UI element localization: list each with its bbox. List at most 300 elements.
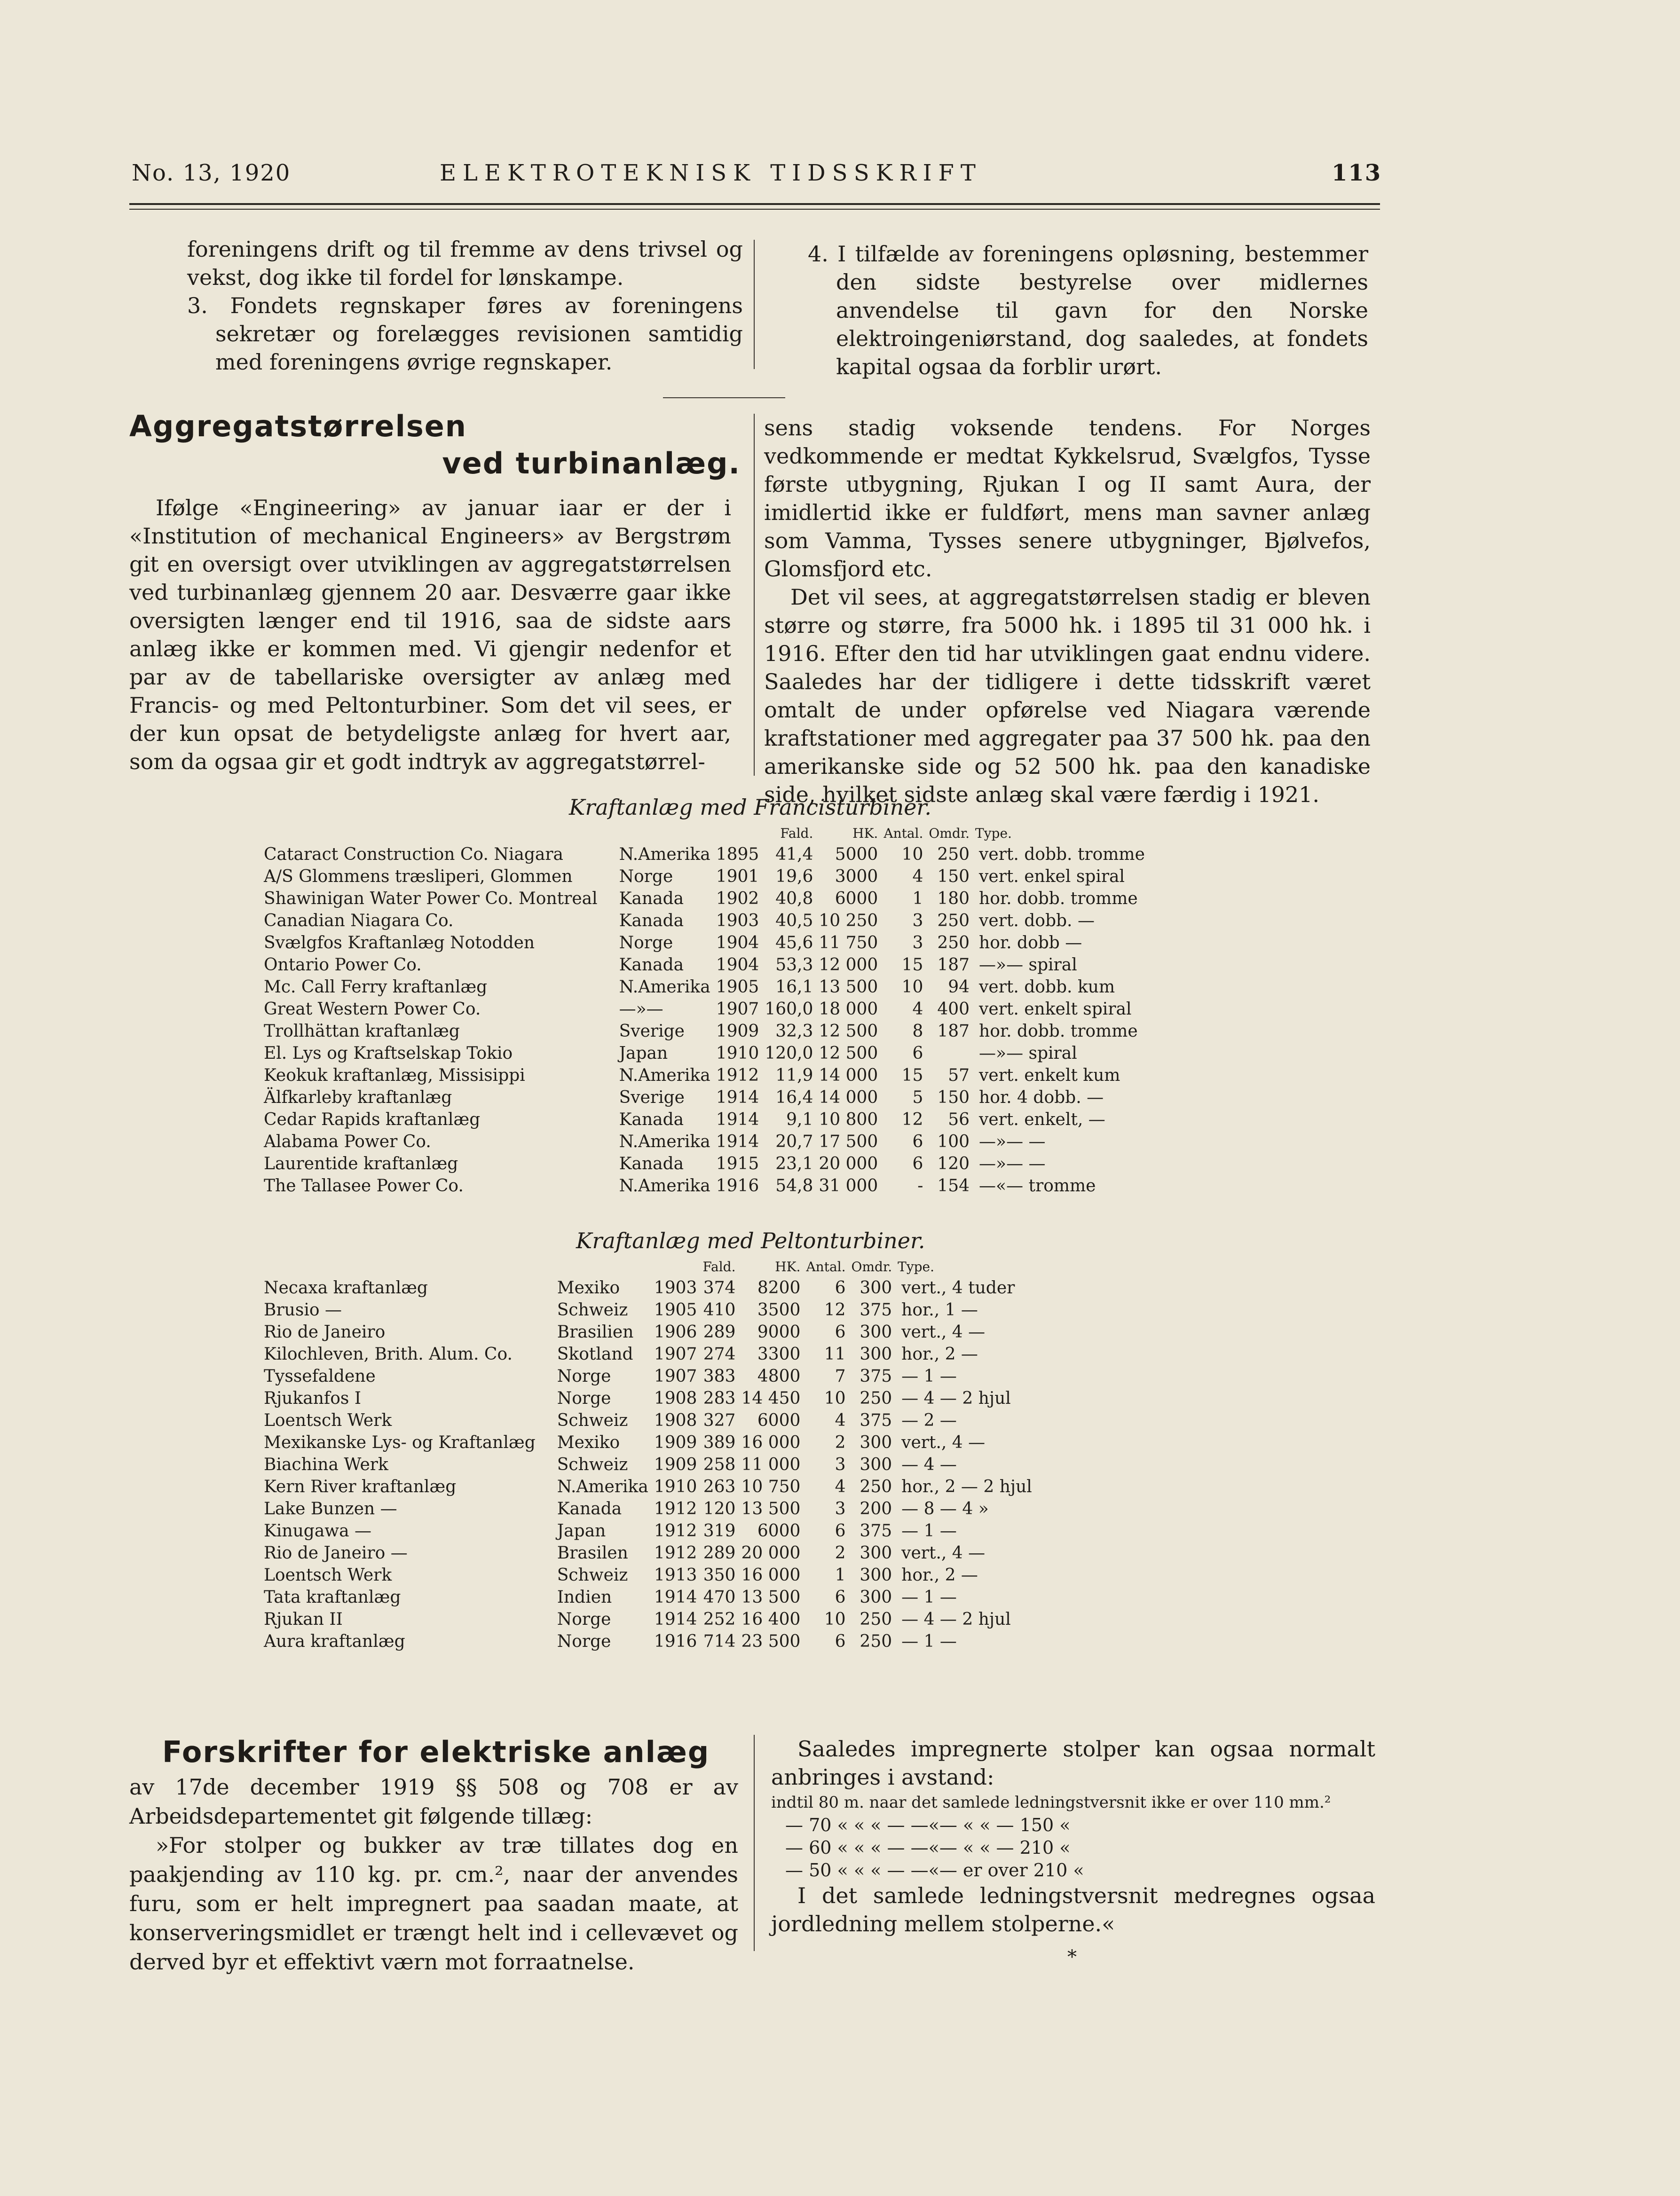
cell-type: — 2 — (901, 1411, 957, 1430)
cell-country: Mexiko (557, 1278, 620, 1298)
cell-fald: 40,5 (775, 911, 813, 930)
table-row (261, 1387, 1035, 1409)
cell-name: Rio de Janeiro (264, 1322, 386, 1342)
cell-omdr: 375 (860, 1300, 892, 1320)
cell-type: vert. enkel spiral (979, 867, 1125, 886)
cell-type: — 1 — (901, 1588, 957, 1607)
article-aggregat-right-column (764, 414, 1371, 809)
top-column-divider (754, 240, 755, 369)
cell-fald: 374 (703, 1278, 736, 1298)
table-row (261, 910, 1148, 932)
cell-fald: 383 (703, 1367, 736, 1386)
article-aggregat-right-para-1: sens stadig voksende tendens. For Norges vedkommende er medtat Kykkelsrud, Svælgfos, Tysse første utbygning, Rjukan I og II samt Aura, der imidlertid ikke er fuldført, mens man savner anlæg som Vamma, Tysses senere utbygninger, Bjølvefos, Glomsfjord etc. (764, 415, 1371, 582)
cell-name: Mexikanske Lys- og Kraftanlæg (264, 1433, 536, 1452)
cell-antal: 2 (835, 1433, 846, 1452)
cell-country: Schweiz (557, 1566, 628, 1585)
article-aggregat-title-line1: Aggregatstørrelsen (129, 409, 467, 443)
cell-fald: 263 (703, 1477, 736, 1496)
cell-name: Svælgfos Kraftanlæg Notodden (264, 933, 535, 952)
cell-fald: 714 (703, 1632, 736, 1651)
cell-type: vert. enkelt, — (979, 1110, 1105, 1129)
cell-hk: 16 000 (741, 1433, 801, 1452)
cell-name: Alabama Power Co. (264, 1132, 431, 1151)
cell-hk: 12 000 (819, 955, 878, 975)
cell-year: 1909 (654, 1433, 697, 1452)
cell-name: Kern River kraftanlæg (264, 1477, 457, 1496)
cell-fald: 120,0 (765, 1044, 813, 1063)
cell-year: 1916 (654, 1632, 697, 1651)
cell-name: Great Western Power Co. (264, 1000, 481, 1019)
cell-fald: 410 (703, 1300, 736, 1320)
cell-year: 1905 (654, 1300, 697, 1320)
cell-hk: 16 400 (741, 1610, 801, 1629)
journal-title: ELEKTROTEKNISK TIDSSKRIFT (440, 160, 982, 186)
cell-year: 1901 (716, 867, 759, 886)
cell-antal: 1 (835, 1566, 846, 1585)
cell-antal: 7 (835, 1367, 846, 1386)
cell-fald: 327 (703, 1411, 736, 1430)
table-row (261, 1564, 1035, 1586)
cell-antal: 6 (835, 1588, 846, 1607)
cell-omdr: 250 (860, 1389, 892, 1408)
cell-antal: 12 (824, 1300, 846, 1320)
cell-omdr: 250 (860, 1477, 892, 1496)
cell-hk: 14 000 (819, 1066, 878, 1085)
article-aggregat-title-line2: ved turbinanlæg. (442, 446, 741, 480)
cell-fald: 23,1 (775, 1154, 813, 1173)
cell-hk: 16 000 (741, 1566, 801, 1585)
cell-type: —»— — (979, 1154, 1046, 1173)
cell-omdr: 150 (937, 1088, 970, 1107)
article-aggregat-right-para-2: Det vil sees, at aggregatstørrelsen stadig er bleven større og større, fra 5000 hk. i 1895 til 31 000 hk. i 1916. Efter den tid har utviklingen gaat endnu videre. Saaledes har der tidligere i dette tidsskrift været omtalt de under opførelse ved Niagara værende kraftstationer med aggregater paa 37 500 hk. paa den amerikanske side og 52 500 hk. paa den kanadiske side, hvilket sidste anlæg skal være færdig i 1921. (764, 584, 1371, 807)
article-forskrifter-divider (754, 1735, 755, 1951)
cell-omdr: 250 (860, 1610, 892, 1629)
table-row (261, 1365, 1035, 1387)
cell-omdr: 56 (948, 1110, 970, 1129)
cell-year: 1907 (716, 1000, 759, 1019)
cell-omdr: 300 (860, 1345, 892, 1364)
cell-type: — 4 — (901, 1455, 957, 1474)
cell-hk: 23 500 (741, 1632, 801, 1651)
cell-antal: 10 (824, 1610, 846, 1629)
section-separator-1 (663, 397, 785, 398)
cell-omdr: 180 (937, 889, 970, 908)
cell-fald: 319 (703, 1521, 736, 1541)
cell-year: 1903 (654, 1278, 697, 1298)
article-forskrifter-title: Forskrifter for elektriske anlæg (162, 1735, 710, 1769)
table-row (261, 1277, 1035, 1299)
table-row (261, 1409, 1035, 1432)
cell-type: vert., 4 — (901, 1322, 986, 1342)
cell-year: 1909 (654, 1455, 697, 1474)
cell-omdr (926, 1042, 972, 1064)
cell-type: — 1 — (901, 1367, 957, 1386)
top-left-para-2: 3. Fondets regnskaper føres av foreningens sekretær og forelægges revisionen samtidig med foreningens øvrige regnskaper. (187, 293, 743, 375)
cell-antal: 1 (912, 889, 923, 908)
cell-year: 1914 (716, 1088, 759, 1107)
cell-antal: 5 (912, 1088, 923, 1107)
cell-omdr: 300 (860, 1322, 892, 1342)
cell-type: vert. dobb. — (979, 911, 1095, 930)
cell-antal: 3 (835, 1455, 846, 1474)
pelton-table-caption: Kraftanlæg med Peltonturbiner. (576, 1228, 925, 1253)
cell-fald: 40,8 (775, 889, 813, 908)
cell-country: Kanada (619, 1154, 684, 1173)
cell-fald: 389 (703, 1433, 736, 1452)
table-row (261, 1064, 1148, 1086)
cell-country: Japan (557, 1521, 606, 1541)
cell-hk: 4800 (757, 1367, 801, 1386)
cell-fald: 289 (703, 1543, 736, 1563)
cell-name: Biachina Werk (264, 1455, 388, 1474)
cell-year: 1907 (654, 1367, 697, 1386)
cell-type: —«— tromme (979, 1176, 1096, 1196)
header-year (651, 1257, 700, 1277)
cell-omdr: 375 (860, 1521, 892, 1541)
cell-year: 1910 (716, 1044, 759, 1063)
cell-type: — 8 — 4 » (901, 1499, 989, 1519)
cell-antal: 4 (835, 1477, 846, 1496)
table-row (261, 1343, 1035, 1365)
header-omdr: Omdr. (851, 1259, 892, 1275)
cell-fald: 470 (703, 1588, 736, 1607)
cell-hk: 13 500 (819, 977, 878, 997)
cell-country: Schweiz (557, 1411, 628, 1430)
header-antal: Antal. (883, 826, 923, 841)
header-name (261, 824, 616, 843)
cell-year: 1912 (654, 1499, 697, 1519)
table-row (261, 1542, 1035, 1564)
cell-hk: 18 000 (819, 1000, 878, 1019)
header-antal: Antal. (806, 1259, 846, 1275)
end-mark: * (1067, 1946, 1077, 1968)
table-row (261, 1020, 1148, 1042)
cell-country: Kanada (619, 1110, 684, 1129)
article-forskrifter-left-para-1: av 17de december 1919 §§ 508 og 708 er av Arbeidsdepartementet git følgende tillæg: (129, 1774, 738, 1829)
cell-year: 1914 (716, 1110, 759, 1129)
cell-year: 1903 (716, 911, 759, 930)
table-row (261, 998, 1148, 1020)
cell-omdr: 150 (937, 867, 970, 886)
cell-fald: 160,0 (765, 1000, 813, 1019)
article-aggregat-left-column (129, 494, 731, 776)
cell-antal: 2 (835, 1543, 846, 1563)
cell-antal: 4 (912, 867, 923, 886)
issue-number: No. 13, 1920 (132, 160, 291, 186)
table-row (261, 1586, 1035, 1608)
cell-antal: 3 (835, 1499, 846, 1519)
cell-name: Aura kraftanlæg (264, 1632, 405, 1651)
table-row (261, 1321, 1035, 1343)
article-forskrifter-distance-line-4: — 50 « « « — —«— er over 210 « (785, 1860, 1084, 1881)
cell-country: Norge (619, 867, 673, 886)
table-row (261, 1109, 1148, 1131)
cell-year: 1902 (716, 889, 759, 908)
cell-type: vert. enkelt kum (979, 1066, 1120, 1085)
page-number: 113 (1332, 160, 1382, 186)
header-type: Type. (898, 1259, 935, 1275)
cell-antal: 6 (835, 1632, 846, 1651)
table-row (261, 866, 1148, 888)
cell-country: Norge (557, 1610, 611, 1629)
top-right-column (781, 240, 1368, 381)
cell-antal: 6 (835, 1278, 846, 1298)
header-rule-thin (129, 209, 1380, 210)
cell-antal: 11 (824, 1345, 846, 1364)
article-aggregat-heading (129, 409, 741, 480)
cell-fald: 45,6 (775, 933, 813, 952)
cell-name: Loentsch Werk (264, 1566, 392, 1585)
cell-name: Rjukanfos I (264, 1389, 362, 1408)
cell-fald: 16,1 (775, 977, 813, 997)
cell-hk: 6000 (757, 1521, 801, 1541)
cell-country: Brasilen (557, 1543, 628, 1563)
cell-fald: 350 (703, 1566, 736, 1585)
cell-hk: 6000 (835, 889, 878, 908)
cell-antal: 3 (912, 911, 923, 930)
cell-country: N.Amerika (619, 1066, 710, 1085)
top-right-para-1: 4. I tilfælde av foreningens opløsning, bestemmer den sidste bestyrelse over midlernes anvendelse til gavn for den Norske elektroingeniørstand, dog saaledes, at fondets kapital ogsaa da forblir urørt. (808, 241, 1368, 379)
cell-omdr: 250 (937, 911, 970, 930)
cell-type: — 1 — (901, 1521, 957, 1541)
cell-type: hor. 4 dobb. — (979, 1088, 1104, 1107)
cell-hk: 12 500 (819, 1022, 878, 1041)
cell-antal: 4 (835, 1411, 846, 1430)
article-forskrifter-right-para-1: Saaledes impregnerte stolper kan ogsaa normalt anbringes i avstand: (771, 1736, 1375, 1790)
cell-hk: 3500 (757, 1300, 801, 1320)
cell-year: 1908 (654, 1389, 697, 1408)
cell-year: 1905 (716, 977, 759, 997)
cell-country: Schweiz (557, 1455, 628, 1474)
cell-hk: 8200 (757, 1278, 801, 1298)
cell-fald: 41,4 (775, 845, 813, 864)
cell-hk: 31 000 (819, 1176, 878, 1196)
cell-country: Schweiz (557, 1300, 628, 1320)
cell-fald: 16,4 (775, 1088, 813, 1107)
cell-antal: 15 (901, 955, 923, 975)
cell-antal: 6 (912, 1044, 923, 1063)
cell-fald: 32,3 (775, 1022, 813, 1041)
cell-country: Kanada (619, 911, 684, 930)
article-forskrifter-left-para-2: »For stolper og bukker av træ tillates dog en paakjending av 110 kg. pr. cm.², naar der anvendes furu, som er helt impregnert paa saadan maate, at konserveringsmidlet er trængt helt ind i cellevævet og derved byr et effektivt værn mot forraatnelse. (129, 1833, 738, 1975)
cell-fald: 283 (703, 1389, 736, 1408)
cell-hk: 3300 (757, 1345, 801, 1364)
cell-omdr: 300 (860, 1588, 892, 1607)
cell-type: hor., 2 — (901, 1345, 978, 1364)
cell-hk: 6000 (757, 1411, 801, 1430)
cell-type: — 4 — 2 hjul (901, 1610, 1011, 1629)
table-row (261, 888, 1148, 910)
table-row (261, 1498, 1035, 1520)
cell-name: Trollhättan kraftanlæg (264, 1022, 460, 1041)
table-row (261, 1175, 1148, 1197)
article-forskrifter-distance-line-1: indtil 80 m. naar det samlede ledningstversnit ikke er over 110 mm.² (771, 1793, 1331, 1812)
cell-country: Brasilien (557, 1322, 634, 1342)
cell-name: Kinugawa — (264, 1521, 372, 1541)
cell-omdr: 200 (860, 1499, 892, 1519)
article-forskrifter-left-column (129, 1772, 738, 1976)
cell-fald: 20,7 (775, 1132, 813, 1151)
cell-antal: 15 (901, 1066, 923, 1085)
header-fald: Fald. (780, 826, 813, 841)
cell-name: Rio de Janeiro — (264, 1543, 408, 1563)
cell-year: 1912 (716, 1066, 759, 1085)
cell-omdr: 300 (860, 1566, 892, 1585)
cell-type: — 1 — (901, 1632, 957, 1651)
table-row (261, 1454, 1035, 1476)
cell-year: 1914 (654, 1610, 697, 1629)
cell-fald: 289 (703, 1322, 736, 1342)
cell-year: 1910 (654, 1477, 697, 1496)
cell-year: 1907 (654, 1345, 697, 1364)
cell-omdr: 300 (860, 1278, 892, 1298)
cell-year: 1912 (654, 1543, 697, 1563)
cell-type: hor., 2 — 2 hjul (901, 1477, 1032, 1496)
cell-omdr: 250 (860, 1632, 892, 1651)
cell-type: vert., 4 — (901, 1433, 986, 1452)
cell-year: 1912 (654, 1521, 697, 1541)
cell-country: Japan (619, 1044, 668, 1063)
cell-type: vert. dobb. kum (979, 977, 1115, 997)
cell-omdr: 250 (937, 845, 970, 864)
cell-omdr: 375 (860, 1411, 892, 1430)
cell-name: Canadian Niagara Co. (264, 911, 454, 930)
table-row (261, 976, 1148, 998)
cell-year: 1913 (654, 1566, 697, 1585)
cell-omdr: 100 (937, 1132, 970, 1151)
cell-antal: 6 (835, 1322, 846, 1342)
cell-year: 1914 (654, 1588, 697, 1607)
cell-year: 1909 (716, 1022, 759, 1041)
cell-name: Brusio — (264, 1300, 342, 1320)
cell-country: N.Amerika (557, 1477, 648, 1496)
cell-hk: 10 750 (741, 1477, 801, 1496)
cell-name: The Tallasee Power Co. (264, 1176, 464, 1196)
cell-antal: 4 (912, 1000, 923, 1019)
cell-omdr: 57 (948, 1066, 970, 1085)
cell-fald: 252 (703, 1610, 736, 1629)
cell-country: Skotland (557, 1345, 633, 1364)
top-left-column (160, 235, 743, 376)
cell-type: vert. dobb. tromme (979, 845, 1145, 864)
cell-country: Norge (557, 1389, 611, 1408)
cell-antal: 10 (901, 845, 923, 864)
cell-year: 1906 (654, 1322, 697, 1342)
cell-hk: 17 500 (819, 1132, 878, 1151)
cell-name: A/S Glommens træsliperi, Glommen (264, 867, 573, 886)
cell-year: 1895 (716, 845, 759, 864)
header-name (261, 1257, 554, 1277)
header-rule-thick (129, 203, 1380, 205)
cell-name: Tyssefaldene (264, 1367, 376, 1386)
cell-country: Kanada (557, 1499, 622, 1519)
table-row (261, 1131, 1148, 1153)
header-fald: Fald. (702, 1259, 736, 1275)
cell-hk: 10 800 (819, 1110, 878, 1129)
cell-type: hor. dobb. tromme (979, 889, 1138, 908)
article-aggregat-left-para: Ifølge «Engineering» av januar iaar er der i «Institution of mechanical Engineers» av Bergstrøm git en oversigt over utviklingen av aggregatstørrelsen ved turbinanlæg gjennem 20 aar. Desværre gaar ikke oversigten længer end til 1916, saa de sidste aars anlæg ikke er kommen med. Vi gjengir nedenfor et par av de tabellariske oversigter av anlæg med Francis- og med Peltonturbiner. Som det vil sees, er der kun opsat de betydeligste anlæg for hvert aar, som da ogsaa gir et godt indtryk av aggregatstørrel- (129, 495, 731, 774)
cell-name: Necaxa kraftanlæg (264, 1278, 428, 1298)
cell-omdr: 300 (860, 1455, 892, 1474)
cell-fald: 258 (703, 1455, 736, 1474)
cell-omdr: 94 (948, 977, 970, 997)
cell-antal: 8 (912, 1022, 923, 1041)
table-row (261, 954, 1148, 976)
cell-fald: 120 (703, 1499, 736, 1519)
article-aggregat-divider (754, 414, 755, 776)
table-row (261, 1630, 1035, 1653)
cell-hk: 11 750 (819, 933, 878, 952)
cell-fald: 54,8 (775, 1176, 813, 1196)
cell-name: Ontario Power Co. (264, 955, 422, 975)
cell-year: 1904 (716, 955, 759, 975)
cell-hk: 5000 (835, 845, 878, 864)
cell-omdr: 187 (937, 955, 970, 975)
cell-omdr: 154 (937, 1176, 970, 1196)
cell-name: Lake Bunzen — (264, 1499, 397, 1519)
cell-year: 1914 (716, 1132, 759, 1151)
cell-type: hor., 1 — (901, 1300, 978, 1320)
cell-name: Keokuk kraftanlæg, Missisippi (264, 1066, 525, 1085)
header-country (554, 1257, 651, 1277)
table-row (261, 1299, 1035, 1321)
cell-type: hor. dobb. tromme (979, 1022, 1138, 1041)
article-forskrifter-distance-line-3: — 60 « « « — —«— « « — 210 « (785, 1837, 1071, 1858)
table-row (261, 1520, 1035, 1542)
cell-country: Norge (557, 1367, 611, 1386)
table-row (261, 1153, 1148, 1175)
cell-type: hor. dobb — (979, 933, 1082, 952)
cell-country: Norge (557, 1632, 611, 1651)
cell-name: Loentsch Werk (264, 1411, 392, 1430)
cell-name: Cataract Construction Co. Niagara (264, 845, 563, 864)
table-row (261, 1432, 1035, 1454)
article-forskrifter-right-para-2: I det samlede ledningstversnit medregnes ogsaa jordledning mellem stolperne.« (771, 1883, 1375, 1936)
cell-country: —»— (619, 1000, 663, 1019)
cell-omdr: 250 (937, 933, 970, 952)
cell-antal: 10 (901, 977, 923, 997)
cell-hk: 3000 (835, 867, 878, 886)
cell-year: 1908 (654, 1411, 697, 1430)
cell-antal: 6 (912, 1154, 923, 1173)
cell-name: Laurentide kraftanlæg (264, 1154, 458, 1173)
cell-country: Indien (557, 1588, 612, 1607)
cell-country: N.Amerika (619, 977, 710, 997)
article-forskrifter-heading (162, 1735, 710, 1769)
cell-omdr: 400 (937, 1000, 970, 1019)
cell-type: vert., 4 tuder (901, 1278, 1015, 1298)
cell-type: vert. enkelt spiral (979, 1000, 1132, 1019)
cell-type: — 4 — 2 hjul (901, 1389, 1011, 1408)
top-left-para-1: foreningens drift og til fremme av dens trivsel og vekst, dog ikke til fordel for lønskampe. (187, 236, 743, 290)
cell-year: 1904 (716, 933, 759, 952)
cell-antal: 10 (824, 1389, 846, 1408)
cell-antal: 12 (901, 1110, 923, 1129)
cell-country: Norge (619, 933, 673, 952)
francis-table (261, 824, 1148, 1197)
francis-table-caption: Kraftanlæg med Francisturbiner. (569, 795, 931, 820)
cell-fald: 19,6 (775, 867, 813, 886)
cell-hk: 20 000 (741, 1543, 801, 1563)
cell-hk: 13 500 (741, 1588, 801, 1607)
cell-omdr: 375 (860, 1367, 892, 1386)
cell-type: —»— — (979, 1132, 1046, 1151)
header-hk: HK. (775, 1259, 801, 1275)
cell-hk: 10 250 (819, 911, 878, 930)
header-type: Type. (975, 826, 1012, 841)
cell-omdr: 300 (860, 1433, 892, 1452)
cell-omdr: 120 (937, 1154, 970, 1173)
